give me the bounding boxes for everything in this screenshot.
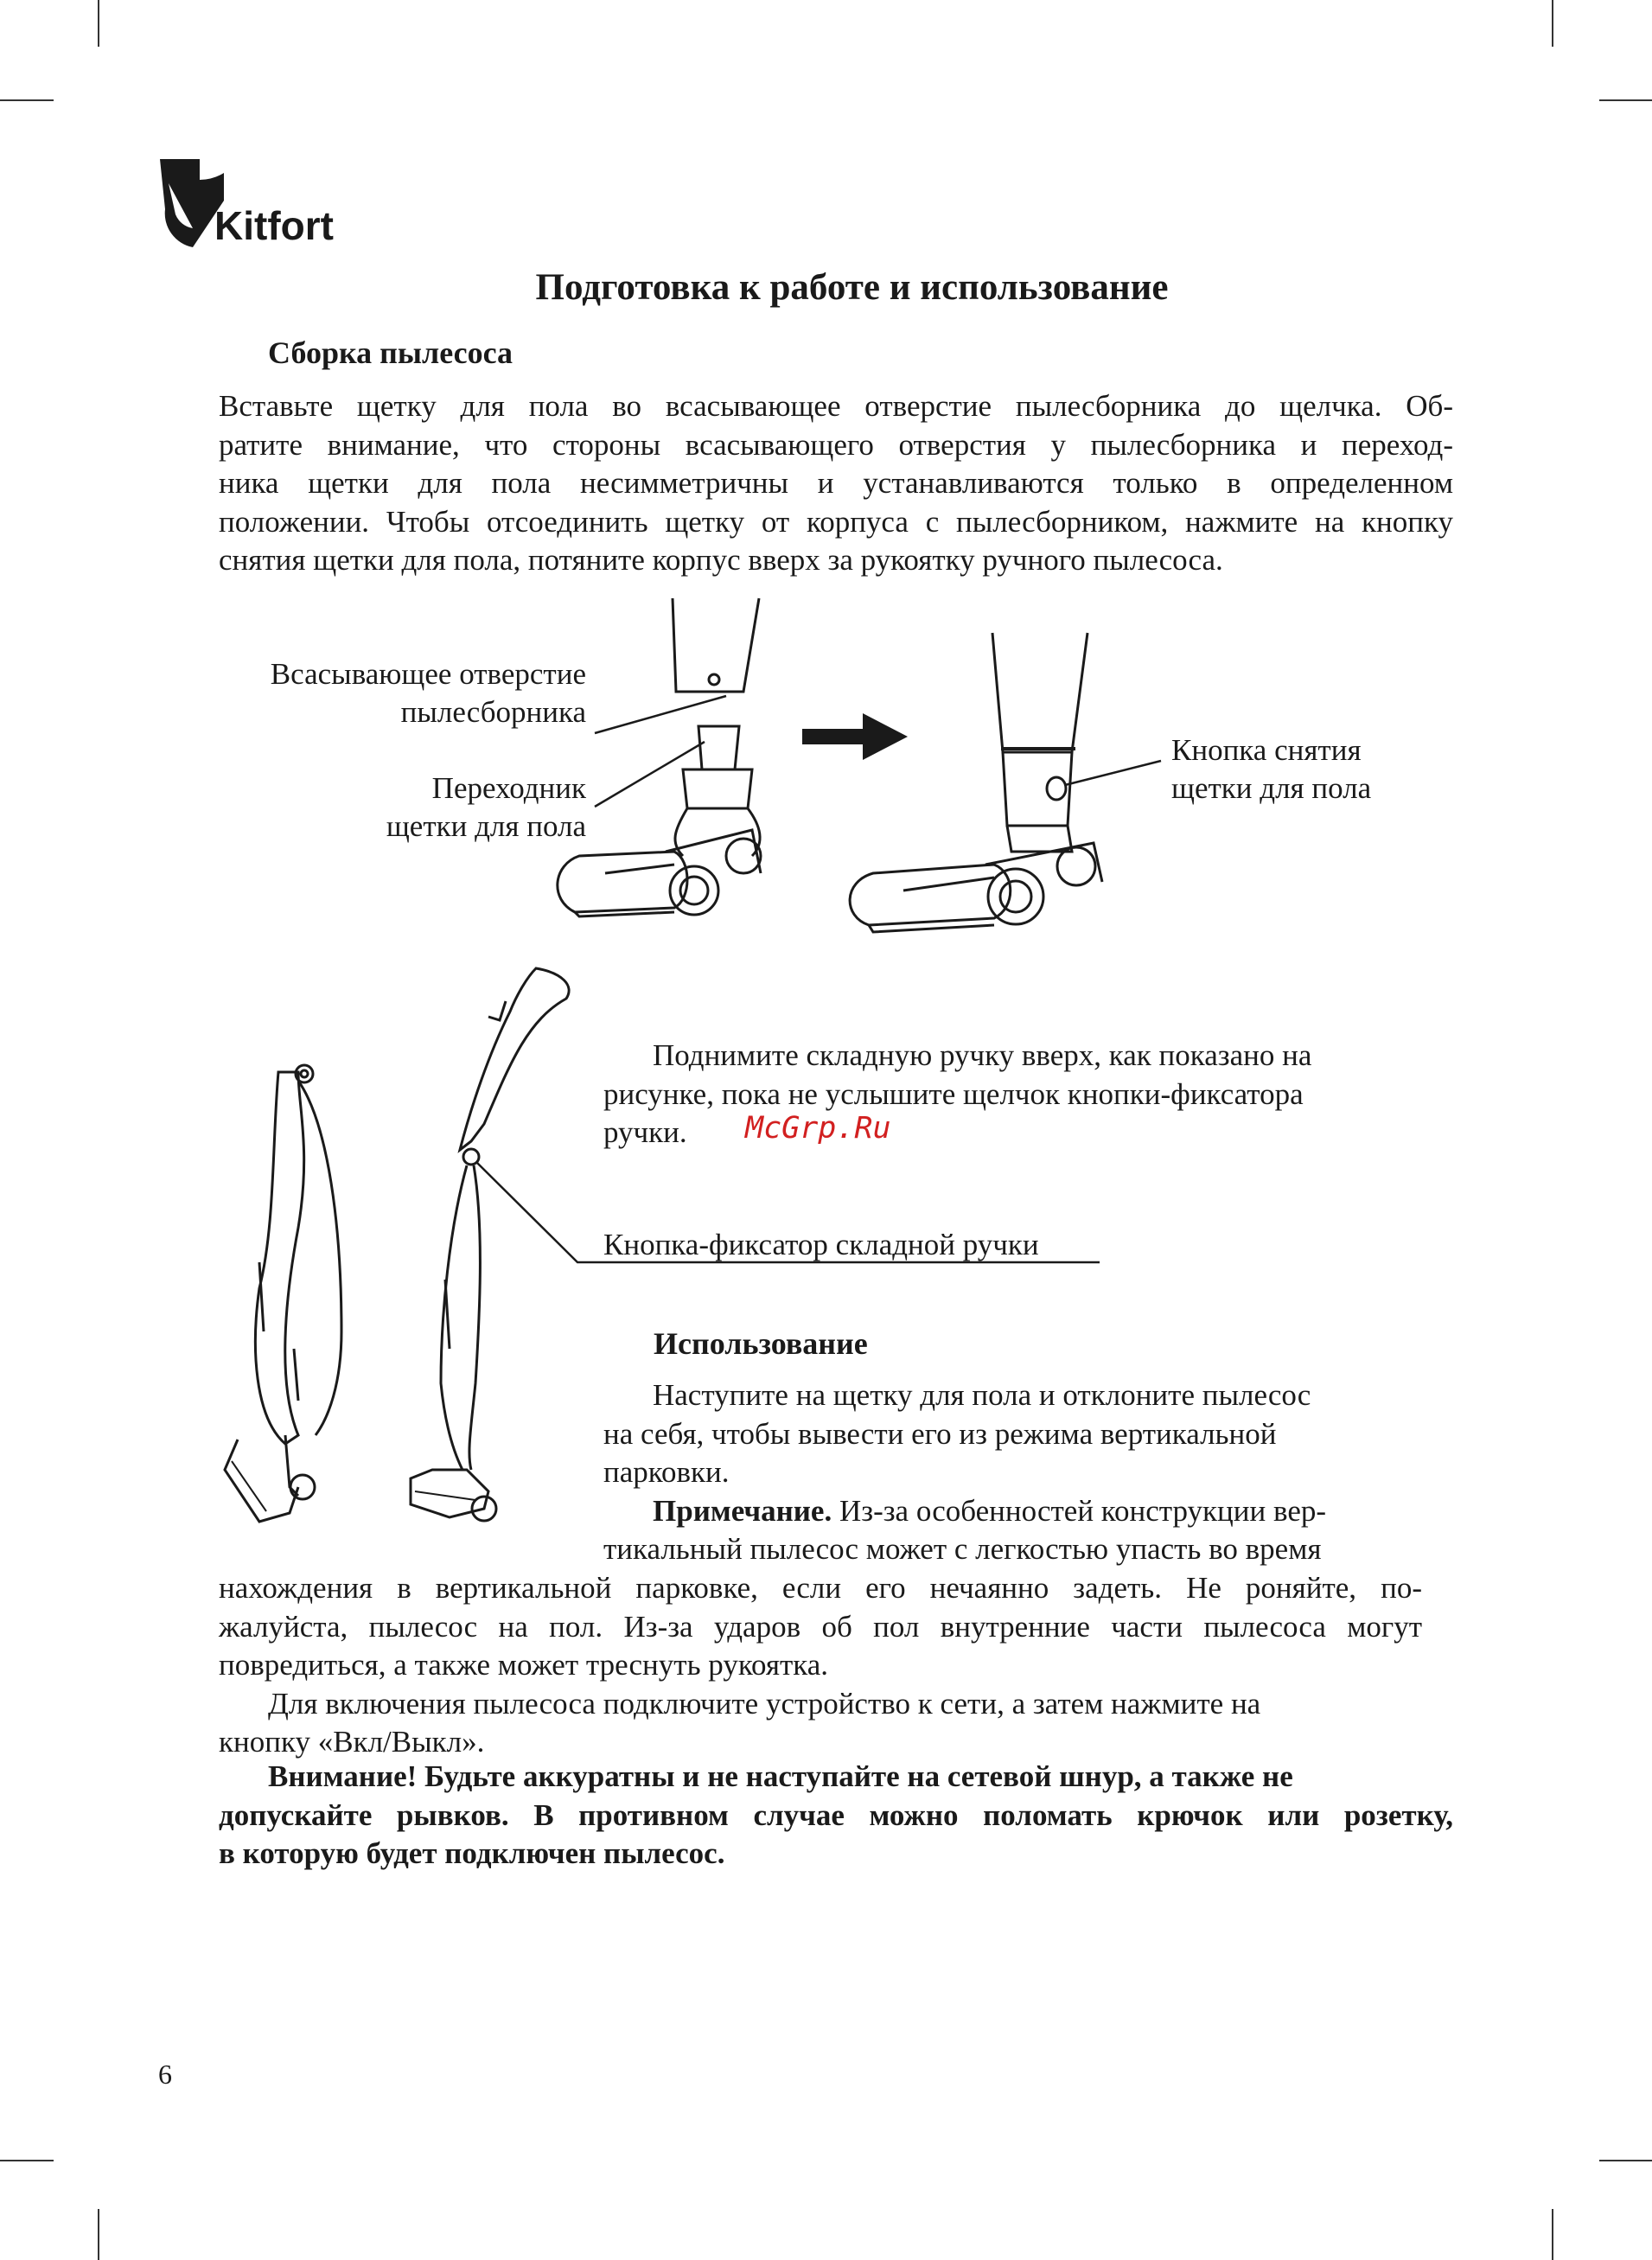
text-line: Внимание! Будьте аккуратны и не наступайте на сетевой шнур, а также не (268, 1759, 1293, 1793)
watermark: McGrp.Ru (745, 1111, 891, 1146)
text-line: тикальный пылесос может с легкостью упасть во время (603, 1532, 1322, 1566)
warning-paragraph (219, 1758, 1453, 1874)
text-line: положении. Чтобы отсоединить щетку от корпуса с пылесборником, нажмите на кнопку (219, 504, 1453, 539)
usage-note-continued (219, 1569, 1422, 1762)
text-line: кнопку «Вкл/Выкл». (219, 1725, 485, 1759)
text-line: на себя, чтобы вывести его из режима вертикальной (603, 1416, 1277, 1451)
usage-paragraph (603, 1376, 1406, 1569)
text-line: Вставьте щетку для пола во всасывающее отверстие пылесборника до щелчка. Об- (219, 389, 1453, 423)
text-line: снятия щетки для пола, потяните корпус вверх за рукоятку ручного пылесоса. (219, 543, 1223, 577)
text-line: нахождения в вертикальной парковке, если его нечаянно задеть. Не роняйте, по- (219, 1571, 1422, 1605)
section-heading-usage: Использование (654, 1326, 868, 1361)
text-line: в которую будет подключен пылесос. (219, 1836, 725, 1870)
label-release-button: Кнопка снятия щетки для пола (1171, 733, 1372, 805)
handle-paragraph (603, 1037, 1406, 1152)
label-latch-button: Кнопка-фиксатор складной ручки (603, 1228, 1039, 1261)
label-brush-adapter: Переходник щетки для пола (386, 771, 586, 843)
text-line: парковки. (603, 1455, 730, 1489)
text-line: Наступите на щетку для пола и отклоните пылесос (653, 1378, 1311, 1412)
text-line: Примечание. Из-за особенностей конструкции вер- (653, 1493, 1327, 1528)
section-heading-assembly: Сборка пылесоса (268, 335, 513, 370)
text-line: Для включения пылесоса подключите устройство к сети, а затем нажмите на (268, 1686, 1261, 1721)
label-suction-opening: Всасывающее отверстие пылесборника (270, 657, 586, 729)
page-title: Подготовка к работе и использование (535, 267, 1169, 308)
text-line: повредиться, а также может треснуть рукоятка. (219, 1648, 829, 1682)
note-label: Примечание. (653, 1493, 832, 1528)
text-line: допускайте рывков. В противном случае можно поломать крючок или розетку, (219, 1797, 1453, 1832)
text-line: ратите внимание, что стороны всасывающего отверстия у пылесборника и переход- (219, 427, 1453, 462)
text-line: ника щетки для пола несимметричны и устанавливаются только в определенном (219, 466, 1453, 500)
text-line: рисунке, пока не услышите щелчок кнопки-фиксатора (603, 1076, 1304, 1111)
page-number: 6 (158, 2059, 172, 2090)
text-line: жалуйста, пылесос на пол. Из-за ударов об пол внутренние части пылесоса могут (219, 1609, 1422, 1644)
text-line: Поднимите складную ручку вверх, как показано на (653, 1038, 1312, 1072)
logo-wordmark: Kitfort (214, 203, 334, 248)
text-line: ручки. (603, 1115, 687, 1149)
